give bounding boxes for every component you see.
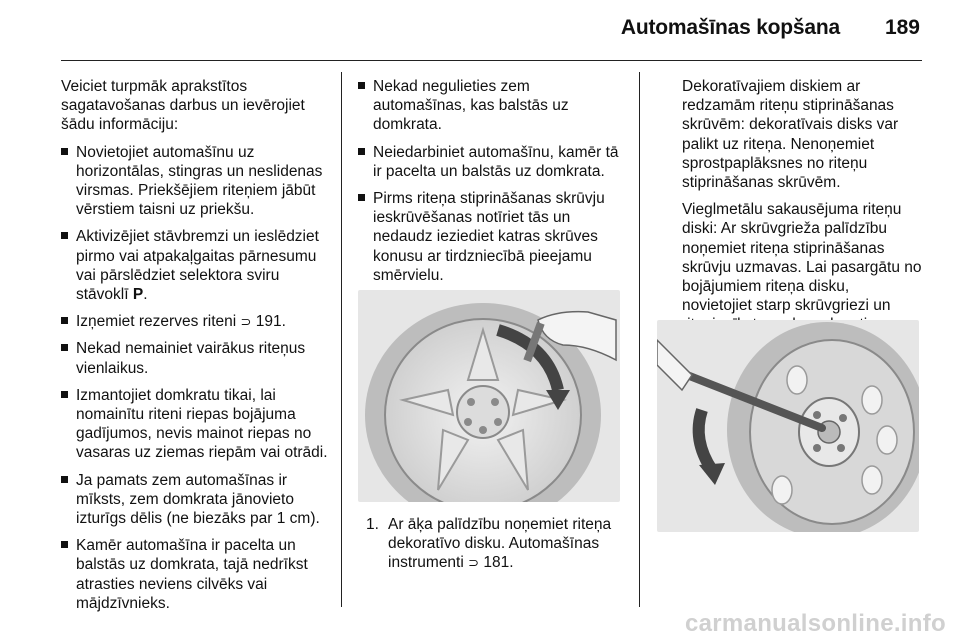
page-number: 189 xyxy=(884,16,920,39)
bullet-icon xyxy=(61,541,68,548)
watermark: carmanualsonline.info xyxy=(684,610,946,637)
list-item: Izmantojiet domkratu tikai, lai nomainītu riteni riepas bojājuma gadījumos, nevis mainot riepas no vasaras uz ziemas riepām vai otrādi. xyxy=(61,386,329,463)
list-item: Novietojiet automašīnu uz horizontālas, stingras un neslidenas virsmas. Priekšējiem riteņiem jābūt vērstiem taisni uz priekšu. xyxy=(61,143,329,220)
bullet-icon xyxy=(61,476,68,483)
section-title: Automašīnas kopšana xyxy=(620,16,840,39)
column-1 xyxy=(61,77,329,621)
list-item: Aktivizējiet stāvbremzi un ieslēdziet pirmo vai atpakaļgaitas pārnesumu vai pārslēdziet selektora sviru stāvoklī P. xyxy=(61,227,329,304)
list-item: Nekad negulieties zem automašīnas, kas balstās uz domkrata. xyxy=(358,77,620,135)
paragraph: Dekoratīvajiem diskiem ar redzamām riteņu stiprināšanas skrūvēm: dekoratīvais disks var palikt uz riteņa. Nenoņemiet sprostpaplāksnes no riteņu stiprināšanas skrūvēm. xyxy=(682,78,899,192)
page-ref-icon: ⊃ xyxy=(468,555,480,571)
bullet-icon xyxy=(61,148,68,155)
step-1: 1. Ar āķa palīdzību noņemiet riteņa dekoratīvo disku. Automašīnas instrumenti ⊃ 181. xyxy=(366,516,612,572)
bullet-icon xyxy=(358,82,365,89)
step-number: 1. xyxy=(366,516,379,533)
page-ref-link[interactable]: 181. xyxy=(483,554,514,572)
header-rule xyxy=(61,60,922,61)
preparation-list xyxy=(61,143,329,613)
list-item: Pirms riteņa stiprināšanas skrūvju ieskrūvēšanas notīriet tās un nedaudz ieziediet katras skrūves konusu ar tirdzniecībā pieejamu smērvielu. xyxy=(358,189,620,285)
bullet-icon xyxy=(61,232,68,239)
intro-paragraph: Veiciet turpmāk aprakstītos sagatavošanas darbus un ievērojiet šādu informāciju: xyxy=(61,78,305,134)
bullet-icon xyxy=(61,317,68,324)
list-item: Nekad nemainiet vairākus riteņus vienlaikus. xyxy=(61,339,329,377)
list-item: Neiedarbiniet automašīnu, kamēr tā ir pacelta un balstās uz domkrata. xyxy=(358,143,620,181)
bullet-icon xyxy=(358,148,365,155)
hubcap-removal-illustration xyxy=(358,290,620,502)
paragraph: Vieglmetālu sakausējuma riteņu diski: Ar skrūvgrieža palīdzību noņemiet riteņa stiprināšanas skrūvju uzmavas. Lai pasargātu no bojājumiem riteņa disku, novietojiet starp skrūvgriezi un xyxy=(682,201,922,315)
bullet-icon xyxy=(61,391,68,398)
list-item: Kamēr automašīna ir pacelta un balstās uz domkrata, tajā nedrīkst atrasties neviens cilvēks vai mājdzīvnieks. xyxy=(61,536,329,613)
column-3 xyxy=(682,77,922,343)
bullet-icon xyxy=(61,344,68,351)
wheel-wrench-illustration xyxy=(657,320,919,532)
warning-list xyxy=(358,77,620,285)
list-item: Ja pamats zem automašīnas ir mīksts, zem domkrata jānovieto izturīgs dēlis (ne biezāks par 1 cm). xyxy=(61,471,329,529)
column-divider-1 xyxy=(341,72,342,607)
list-item: Izņemiet rezerves riteni ⊃ 191. xyxy=(61,312,329,331)
page-ref-link[interactable]: 191. xyxy=(255,313,286,331)
bullet-icon xyxy=(358,194,365,201)
column-2 xyxy=(358,77,620,293)
gear-selector-p: P xyxy=(132,286,144,304)
page-ref-icon: ⊃ xyxy=(240,314,252,330)
